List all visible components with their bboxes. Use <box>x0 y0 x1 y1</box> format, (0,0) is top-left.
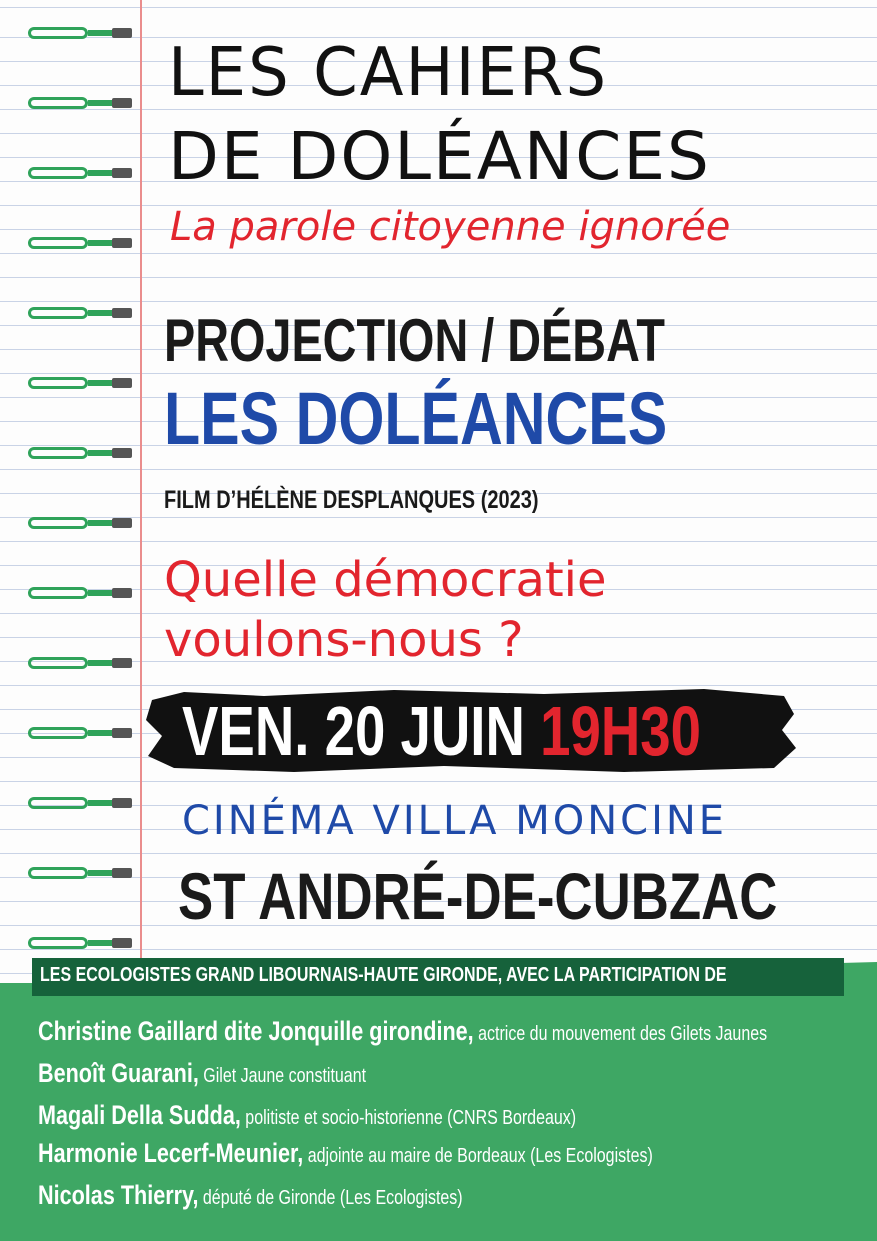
event-time: 19H30 <box>540 692 701 770</box>
poster-subtitle: La parole citoyenne ignorée <box>170 204 731 250</box>
organizer-text: LES ECOLOGISTES GRAND LIBOURNAIS-HAUTE GIRONDE, AVEC LA PARTICIPATION DE <box>40 964 727 986</box>
notebook-spiral-ring-icon <box>28 26 106 42</box>
film-director: FILM D’HÉLÈNE DESPLANQUES (2023) <box>164 486 539 514</box>
film-title: LES DOLÉANCES <box>164 377 668 460</box>
participant-5 <box>38 1180 463 1211</box>
participant-name: Nicolas Thierry, <box>38 1180 199 1210</box>
participant-role: député de Gironde (Les Ecologistes) <box>198 1187 463 1209</box>
venue-name: CINÉMA VILLA MONCINE <box>182 798 728 844</box>
participant-name: Harmonie Lecerf-Meunier, <box>38 1138 304 1168</box>
notebook-spiral-ring-icon <box>28 726 106 742</box>
venue-city: ST ANDRÉ-DE-CUBZAC <box>178 859 778 933</box>
notebook-spiral-ring-icon <box>28 166 106 182</box>
event-datetime <box>182 691 701 771</box>
event-date: VEN. 20 JUIN <box>182 692 541 770</box>
notebook-spiral-ring-icon <box>28 376 106 392</box>
poster-title-line2: DE DOLÉANCES <box>168 118 711 195</box>
notebook-spiral-ring-icon <box>28 656 106 672</box>
notebook-spiral-ring-icon <box>28 796 106 812</box>
participant-name: Magali Della Sudda, <box>38 1100 241 1130</box>
notebook-spiral-ring-icon <box>28 866 106 882</box>
participant-role: adjointe au maire de Bordeaux (Les Ecologistes) <box>303 1145 653 1167</box>
participant-role: politiste et socio-historienne (CNRS Bordeaux) <box>240 1107 577 1129</box>
participant-4 <box>38 1138 653 1169</box>
notebook-margin-line <box>140 0 142 990</box>
notebook-spiral-ring-icon <box>28 936 106 952</box>
participant-role: Gilet Jaune constituant <box>198 1065 367 1087</box>
notebook-spiral-ring-icon <box>28 96 106 112</box>
notebook-spiral-ring-icon <box>28 586 106 602</box>
participant-1 <box>38 1016 767 1047</box>
notebook-spiral-ring-icon <box>28 516 106 532</box>
participant-3 <box>38 1100 576 1131</box>
participant-name: Christine Gaillard dite Jonquille girondine, <box>38 1016 474 1046</box>
question-line1: Quelle démocratie <box>164 552 607 608</box>
notebook-spiral-ring-icon <box>28 236 106 252</box>
question-line2: voulons-nous ? <box>164 612 524 668</box>
participant-role: actrice du mouvement des Gilets Jaunes <box>473 1023 768 1045</box>
notebook-spiral-ring-icon <box>28 446 106 462</box>
participant-2 <box>38 1058 366 1089</box>
event-type: PROJECTION / DÉBAT <box>164 307 665 374</box>
participant-name: Benoît Guarani, <box>38 1058 199 1088</box>
poster-title-line1: LES CAHIERS <box>168 34 609 112</box>
notebook-spiral-ring-icon <box>28 306 106 322</box>
